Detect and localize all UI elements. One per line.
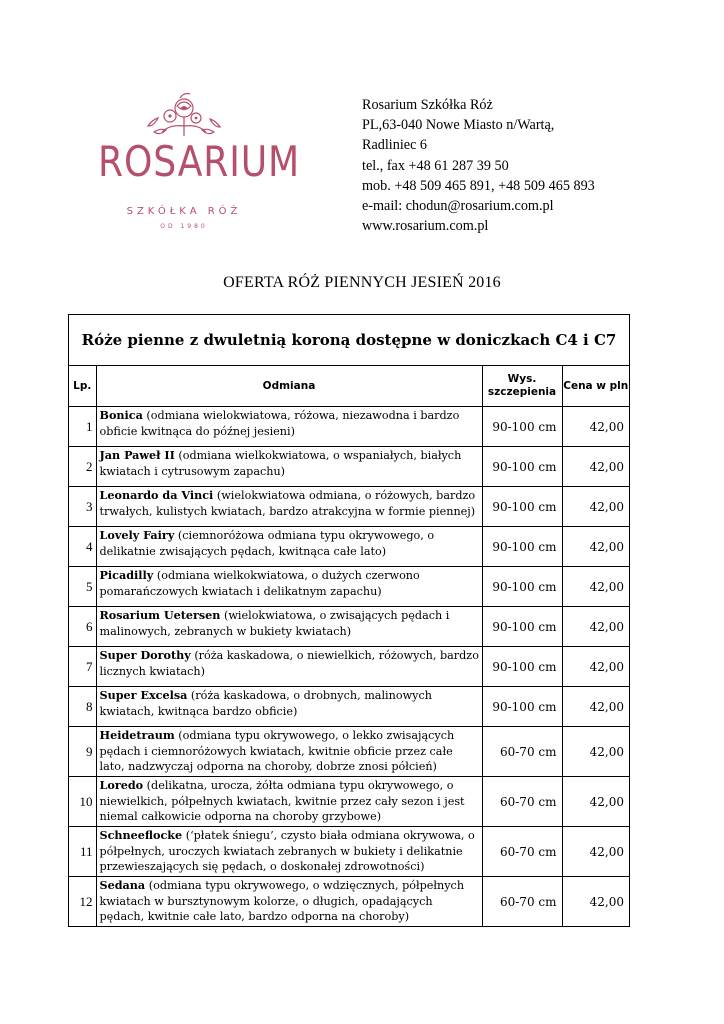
price-table [69,366,629,926]
row-variety [96,407,482,447]
table-row [69,527,629,567]
header-variety: Odmiana [96,366,482,407]
variety-name: Heidetraum [99,728,175,742]
address-mobile: mob. +48 509 465 891, +48 509 465 893 [362,177,595,194]
variety-description: (odmiana typu okrywowego, o wdzięcznych, półpełnych kwiatach w bursztynowym kolorze, o długich, opadających pędach, kwitnie całe lato, bardzo odporna na choroby) [99,879,465,923]
row-height: 90-100 cm [482,447,562,487]
row-number: 4 [69,527,96,567]
table-row [69,827,629,877]
row-height: 90-100 cm [482,647,562,687]
logo-brand: ROSARIUM [98,137,301,186]
row-number: 5 [69,567,96,607]
rose-illustration-icon [136,92,232,140]
row-number: 8 [69,687,96,727]
row-height: 60-70 cm [482,727,562,777]
row-height: 90-100 cm [482,487,562,527]
row-variety [96,487,482,527]
row-price: 42,00 [562,827,629,877]
row-price: 42,00 [562,727,629,777]
address-email: e-mail: chodun@rosarium.com.pl [362,198,554,215]
variety-description: (odmiana wielokwiatowa, różowa, niezawodna i bardzo obficie kwitnąca do późnej jesieni) [99,409,460,438]
row-height: 60-70 cm [482,827,562,877]
page-title: OFERTA RÓŻ PIENNYCH JESIEŃ 2016 [223,274,501,291]
address-line: PL,63-040 Nowe Miasto n/Wartą, [362,117,555,134]
offer-table [68,314,630,927]
row-number: 6 [69,607,96,647]
address-line: Rosarium Szkółka Róż [362,97,493,113]
row-price: 42,00 [562,607,629,647]
rosarium-logo [84,92,301,242]
table-row [69,407,629,447]
variety-name: Super Excelsa [99,688,188,702]
table-body [69,407,629,927]
row-variety [96,877,482,927]
row-height: 90-100 cm [482,607,562,647]
address-line: Radliniec 6 [362,137,428,154]
variety-name: Super Dorothy [99,648,191,662]
variety-name: Rosarium Uetersen [99,608,221,622]
table-row [69,687,629,727]
header-height: Wys. szczepienia [482,366,562,407]
variety-name: Jan Paweł II [99,448,175,462]
variety-description: (odmiana typu okrywowego, o lekko zwisających pędach i ciemnoróżowych kwiatach, kwitnie obficie przez całe lato, nadzwyczaj odporna na choroby, dobrze znosi półcień) [99,729,455,773]
variety-description: (odmiana wielkokwiatowa, o dużych czerwono pomarańczowych kwiatach i delikatnym zapachu) [99,569,420,598]
table-row [69,487,629,527]
row-price: 42,00 [562,567,629,607]
variety-description: (róża kaskadowa, o niewielkich, różowych, bardzo licznych kwiatach) [99,649,479,678]
row-variety [96,527,482,567]
row-number: 2 [69,447,96,487]
row-height: 90-100 cm [482,527,562,567]
row-number: 9 [69,727,96,777]
row-number: 12 [69,877,96,927]
variety-description: (ciemnoróżowa odmiana typu okrywowego, o delikatnie zwisających pędach, kwitnąca całe lato) [99,529,435,558]
row-variety [96,827,482,877]
row-price: 42,00 [562,487,629,527]
table-row [69,877,629,927]
row-price: 42,00 [562,877,629,927]
row-number: 3 [69,487,96,527]
address-website: www.rosarium.com.pl [362,218,489,235]
row-height: 90-100 cm [482,407,562,447]
variety-description: (delikatna, urocza, żółta odmiana typu okrywowego, o niewielkich, półpełnych kwiatach, kwitnie przez cały sezon i jest niemal całkowicie odporna na choroby grzybowe) [99,779,465,823]
table-row [69,447,629,487]
table-row [69,647,629,687]
variety-description: (wielokwiatowa, o zwisających pędach i malinowych, zebranych w bukiety kwiatach) [99,609,450,638]
row-height: 90-100 cm [482,567,562,607]
table-row [69,607,629,647]
row-number: 11 [69,827,96,877]
row-variety [96,687,482,727]
variety-name: Leonardo da Vinci [99,488,214,502]
row-variety [96,647,482,687]
row-price: 42,00 [562,407,629,447]
row-number: 7 [69,647,96,687]
row-height: 60-70 cm [482,777,562,827]
variety-description: (wielokwiatowa odmiana, o różowych, bardzo trwałych, kulistych kwiatach, bardzo atrakcyjna w formie piennej) [99,489,476,518]
table-row [69,727,629,777]
row-price: 42,00 [562,687,629,727]
row-price: 42,00 [562,647,629,687]
table-row [69,567,629,607]
logo-since: OD 1980 [160,223,208,230]
row-height: 60-70 cm [482,877,562,927]
variety-name: Sedana [99,878,146,892]
table-header-row [69,366,629,407]
row-variety [96,607,482,647]
row-variety [96,447,482,487]
logo-subtitle: SZKÓŁKA RÓŻ [126,206,242,217]
table-caption: Róże pienne z dwuletnią koroną dostępne w doniczkach C4 i C7 [69,315,629,366]
header-lp: Lp. [69,366,96,407]
table-row [69,777,629,827]
variety-name: Picadilly [99,568,154,582]
row-price: 42,00 [562,447,629,487]
variety-name: Lovely Fairy [99,528,175,542]
variety-description: (‘płatek śniegu’, czysto biała odmiana okrywowa, o półpełnych, uroczych kwiatach zebranych w bukiety i delikatnie przewieszających się pędach, o doskonałej zdrowotności) [99,829,475,873]
row-variety [96,777,482,827]
header-price: Cena w pln [562,366,629,407]
variety-description: (odmiana wielkokwiatowa, o wspaniałych, białych kwiatach i cytrusowym zapachu) [99,449,462,478]
row-variety [96,567,482,607]
variety-description: (róża kaskadowa, o drobnych, malinowych kwiatach, kwitnąca bardzo obficie) [99,689,432,718]
row-variety [96,727,482,777]
row-number: 1 [69,407,96,447]
variety-name: Loredo [99,778,144,792]
variety-name: Schneeflocke [99,828,183,842]
variety-name: Bonica [99,408,143,422]
row-height: 90-100 cm [482,687,562,727]
address-block [362,95,595,236]
row-price: 42,00 [562,777,629,827]
address-phone: tel., fax +48 61 287 39 50 [362,157,509,174]
row-number: 10 [69,777,96,827]
row-price: 42,00 [562,527,629,567]
